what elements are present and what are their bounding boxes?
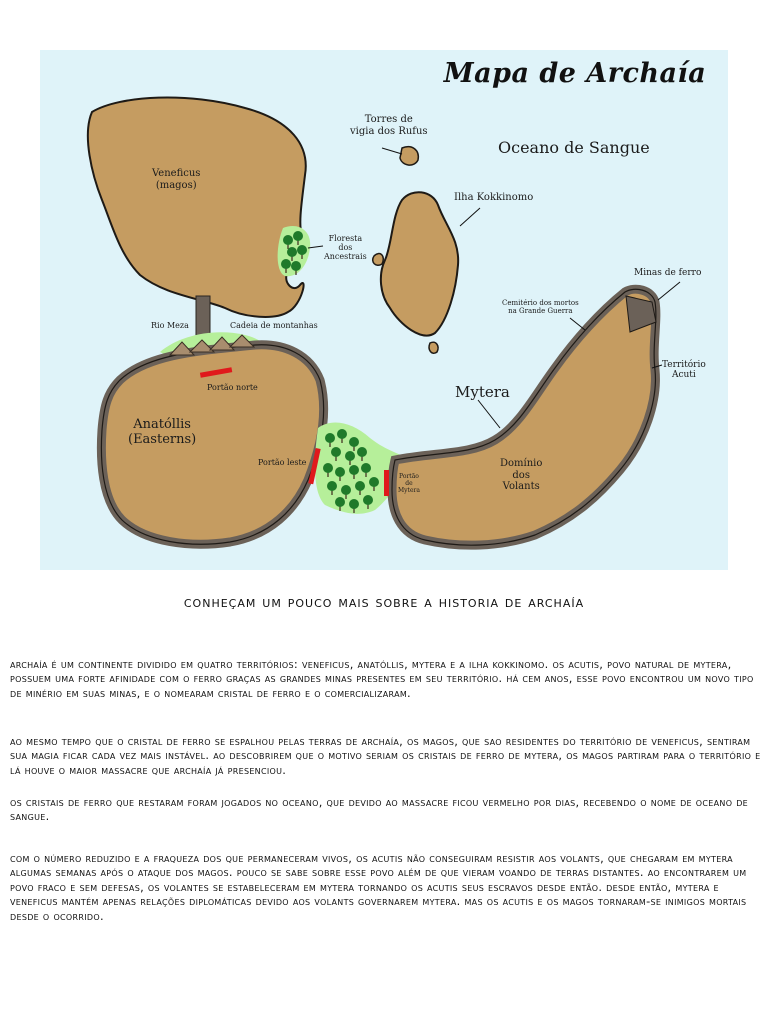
leader-towers	[382, 148, 402, 154]
tree	[363, 495, 373, 505]
kokkinomo-island	[381, 192, 458, 335]
veneficus-island	[88, 97, 306, 316]
story-heading: conheçam um pouco mais sobre a historia de archaía	[183, 593, 585, 611]
tree	[281, 259, 291, 269]
towers-label: Torres de vigia dos Rufus	[350, 114, 428, 137]
tree	[335, 497, 345, 507]
mytera-label: Mytera	[455, 383, 510, 401]
map-title: Mapa de Archaía	[443, 58, 707, 89]
forest-label: Floresta dos Ancestrais	[324, 234, 367, 262]
tree	[337, 429, 347, 439]
tree	[327, 481, 337, 491]
veneficus-label: Veneficus (magos)	[152, 168, 201, 191]
tree	[283, 235, 293, 245]
tree	[357, 447, 367, 457]
towers-islet	[400, 147, 418, 165]
tree	[297, 245, 307, 255]
story-paragraph-3: os cristais de ferro que restaram foram jogados no oceano, que devido ao massacre ficou vermelho por dias, recebendo o nome de oceano de sangue.	[10, 795, 749, 824]
tree	[335, 467, 345, 477]
archaia-map	[40, 50, 728, 570]
leader-mytera	[478, 400, 500, 428]
leader-kokkinomo	[460, 208, 480, 226]
acuti-label: Território Acuti	[662, 360, 706, 381]
tree	[361, 463, 371, 473]
leader-forest	[308, 246, 323, 248]
mountains-label: Cadeia de montanhas	[230, 321, 318, 330]
tree	[293, 231, 303, 241]
tree	[331, 447, 341, 457]
tree	[345, 451, 355, 461]
iron-mines-label: Minas de ferro	[634, 268, 702, 278]
islet-south	[429, 342, 438, 353]
leader-mines	[658, 282, 680, 300]
tree	[349, 499, 359, 509]
leader-cemetery	[570, 318, 585, 330]
tree	[349, 465, 359, 475]
islet-west	[373, 254, 384, 266]
kokkinomo-label: Ilha Kokkinomo	[454, 192, 534, 203]
mytera-gate-label: Portão de Mytera	[398, 473, 420, 494]
north-gate-label: Portão norte	[207, 383, 258, 392]
volants-label: Domínio dos Volants	[500, 458, 543, 492]
anatollis-label: Anatóllis (Easterns)	[128, 417, 197, 447]
tree	[291, 261, 301, 271]
tree	[341, 485, 351, 495]
tree	[287, 247, 297, 257]
east-gate-label: Portão leste	[258, 458, 307, 467]
tree	[349, 437, 359, 447]
story-paragraph-2: ao mesmo tempo que o cristal de ferro se espalhou pelas terras de archaía, os magos, que sao residentes do território de veneficus, sentiram sua magia ficar cada vez mais instável. ao descobrirem que o motivo seriam os cristais de ferro de mytera, os magos partiram para o território e lá houve o maior massacre que archaía já presenciou.	[10, 734, 761, 777]
ocean-label: Oceano de Sangue	[498, 138, 650, 157]
story-paragraph-1: archaía é um continente dividido em quatro territórios: veneficus, anatóllis, mytera e a ilha kokkinomo. os acutis, povo natural de mytera, possuem uma forte afinidade com o ferro graças as grandes minas presentes em seu território. há cem anos, esse povo encontrou um novo tipo de minério em suas minas, e o nomearam cristal de ferro e o comercializaram.	[10, 657, 754, 700]
rio-meza-label: Rio Meza	[151, 321, 189, 330]
tree	[325, 433, 335, 443]
tree	[355, 481, 365, 491]
mytera-gate	[384, 470, 389, 496]
story-paragraph-4: com o número reduzido e a fraqueza dos que permaneceram vivos, os acutis não conseguiram resistir aos volants, que chegaram em mytera algumas semanas após o ataque dos magos. pouco se sabe sobre esse povo além de que vieram voando de terras distantes. ao encontrarem um povo fraco e sem defesas, os volantes se estabeleceram em mytera tornando os acutis seus escravos desde então. desde então, mytera e veneficus mantém apenas relações diplomáticas devido aos volants governarem mytera. mas os acutis e os magos tornaram-se inimigos mortais desde o ocorrido.	[10, 851, 747, 923]
tree	[369, 477, 379, 487]
tree	[323, 463, 333, 473]
cemetery-label: Cemitério dos mortos na Grande Guerra	[502, 299, 579, 316]
